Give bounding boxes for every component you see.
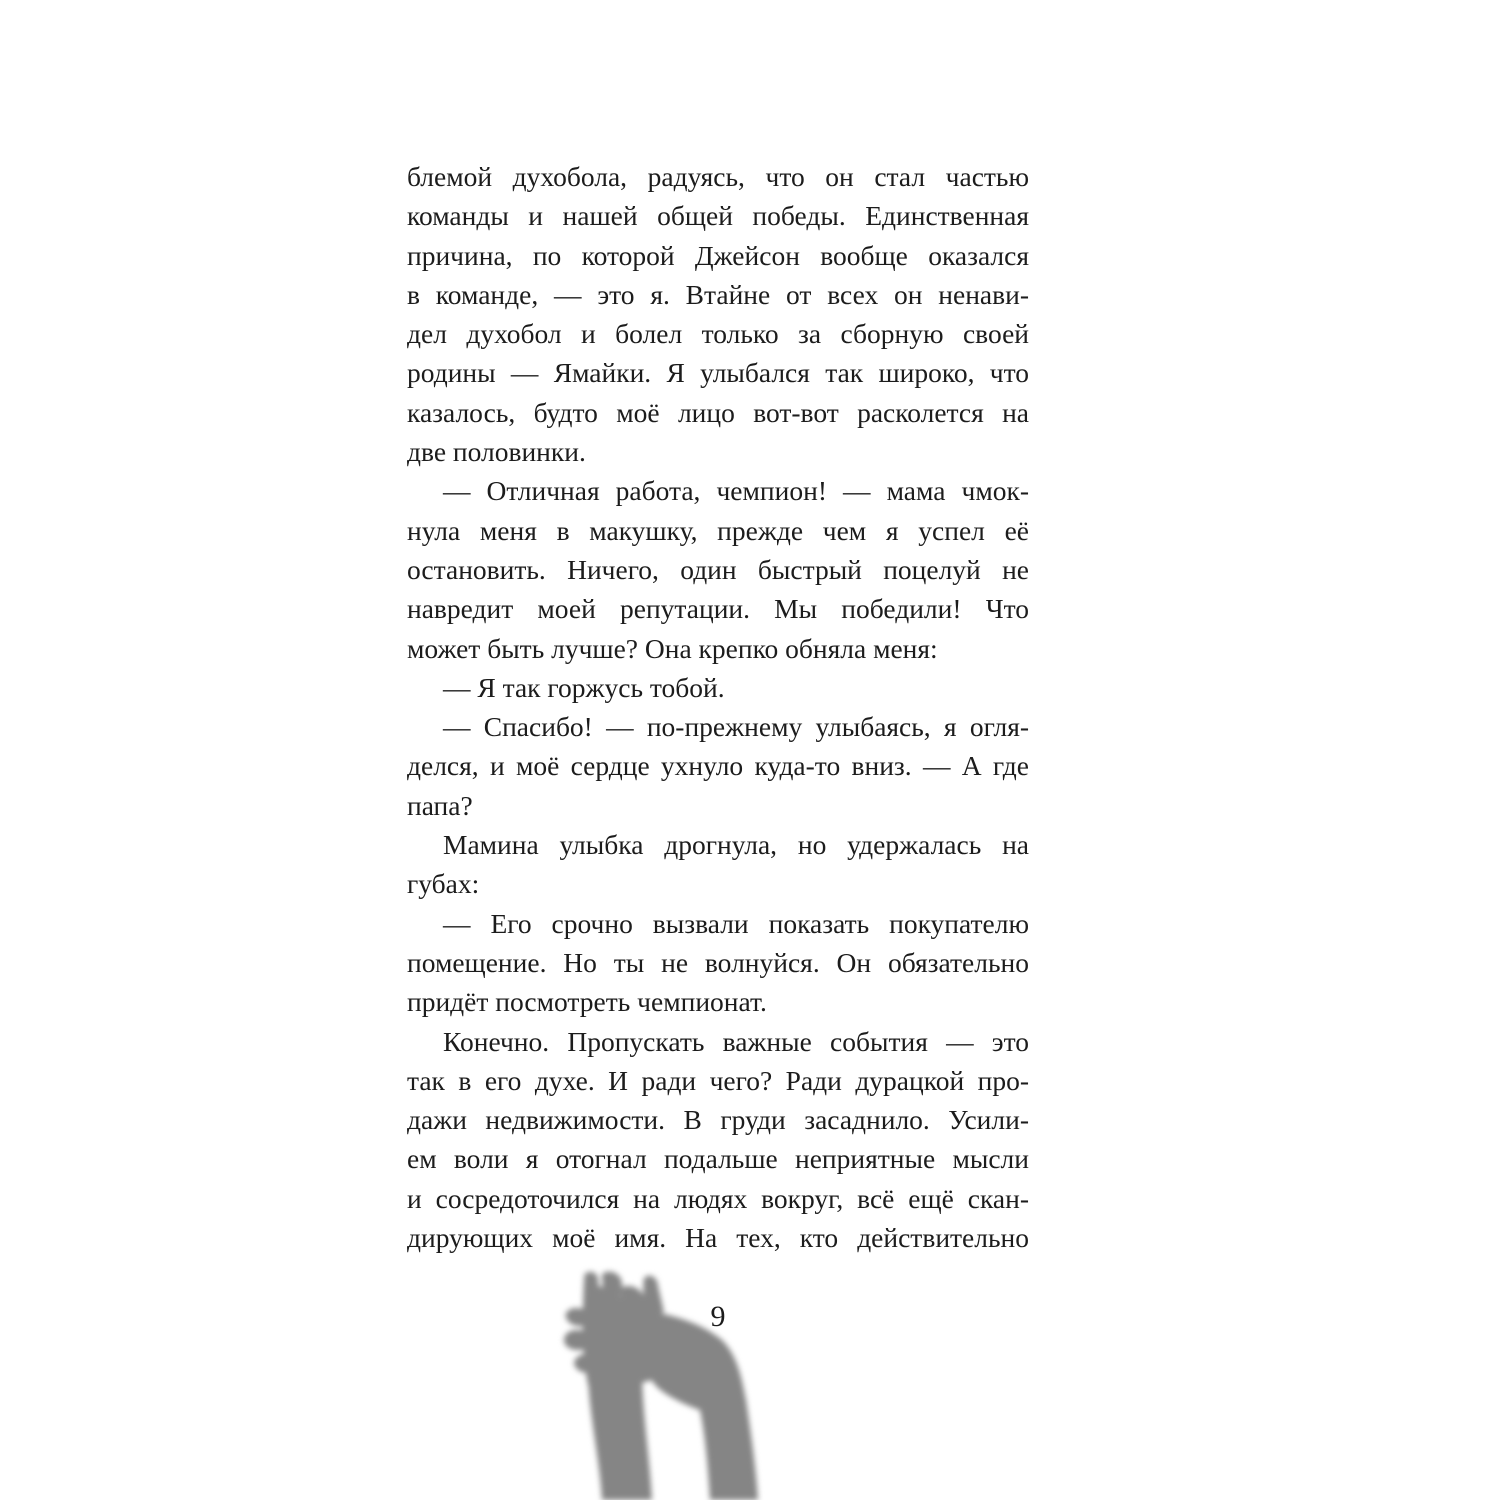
- paragraph: [407, 471, 1029, 667]
- hand-shadows-illustration: [560, 1260, 980, 1500]
- text-line: и сосредоточился на людях вокруг, всё ещё скан-: [407, 1182, 1029, 1214]
- text-line: Мамина улыбка дрогнула, но удержалась на: [443, 829, 1029, 861]
- text-line: дирующих моё имя. На тех, кто действительно: [407, 1222, 1029, 1254]
- body-text: [407, 157, 1029, 1257]
- text-line: две половинки.: [407, 436, 586, 468]
- text-line: ем воли я отогнал подальше неприятные мысли: [407, 1143, 1029, 1175]
- text-line: причина, по которой Джейсон вообще оказался: [407, 239, 1029, 271]
- text-line: казалось, будто моё лицо вот-вот расколется на: [407, 396, 1029, 428]
- paragraph: [407, 157, 1029, 471]
- text-line: так в его духе. И ради чего? Ради дурацкой про-: [407, 1064, 1029, 1096]
- text-line: Конечно. Пропускать важные события — это: [443, 1025, 1029, 1057]
- text-line: помещение. Но ты не волнуйся. Он обязательно: [407, 946, 1029, 978]
- text-line: в команде, — это я. Втайне от всех он ненави-: [407, 278, 1029, 310]
- page-number: 9: [710, 1300, 726, 1333]
- paragraph: [407, 1022, 1029, 1258]
- text-line: дел духобол и болел только за сборную своей: [407, 318, 1029, 350]
- text-line: родины — Ямайки. Я улыбался так широко, что: [407, 357, 1029, 389]
- text-line: блемой духобола, радуясь, что он стал частью: [407, 161, 1029, 192]
- paragraph: [407, 825, 1029, 904]
- text-line: придёт посмотреть чемпионат.: [407, 986, 767, 1018]
- text-line: — Спасибо! — по-прежнему улыбаясь, я огля-: [443, 711, 1029, 743]
- text-line: команды и нашей общей победы. Единственная: [407, 200, 1029, 232]
- paragraph: [407, 707, 1029, 825]
- paragraph: [407, 668, 1029, 707]
- text-line: — Я так горжусь тобой.: [443, 671, 725, 703]
- text-line: может быть лучше? Она крепко обняла меня:: [407, 632, 938, 664]
- text-line: дажи недвижимости. В груди засаднило. Усили-: [407, 1104, 1029, 1136]
- text-line: делся, и моё сердце ухнуло куда-то вниз. — А где: [407, 750, 1029, 782]
- text-line: — Его срочно вызвали показать покупателю: [443, 907, 1029, 939]
- text-line: остановить. Ничего, один быстрый поцелуй не: [407, 553, 1029, 585]
- text-line: навредит моей репутации. Мы победили! Что: [407, 593, 1029, 625]
- text-line: губах:: [407, 868, 480, 900]
- paragraph: [407, 904, 1029, 1022]
- text-line: нула меня в макушку, прежде чем я успел её: [407, 514, 1029, 546]
- text-line: — Отличная работа, чемпион! — мама чмок-: [443, 475, 1029, 507]
- text-line: папа?: [407, 789, 473, 821]
